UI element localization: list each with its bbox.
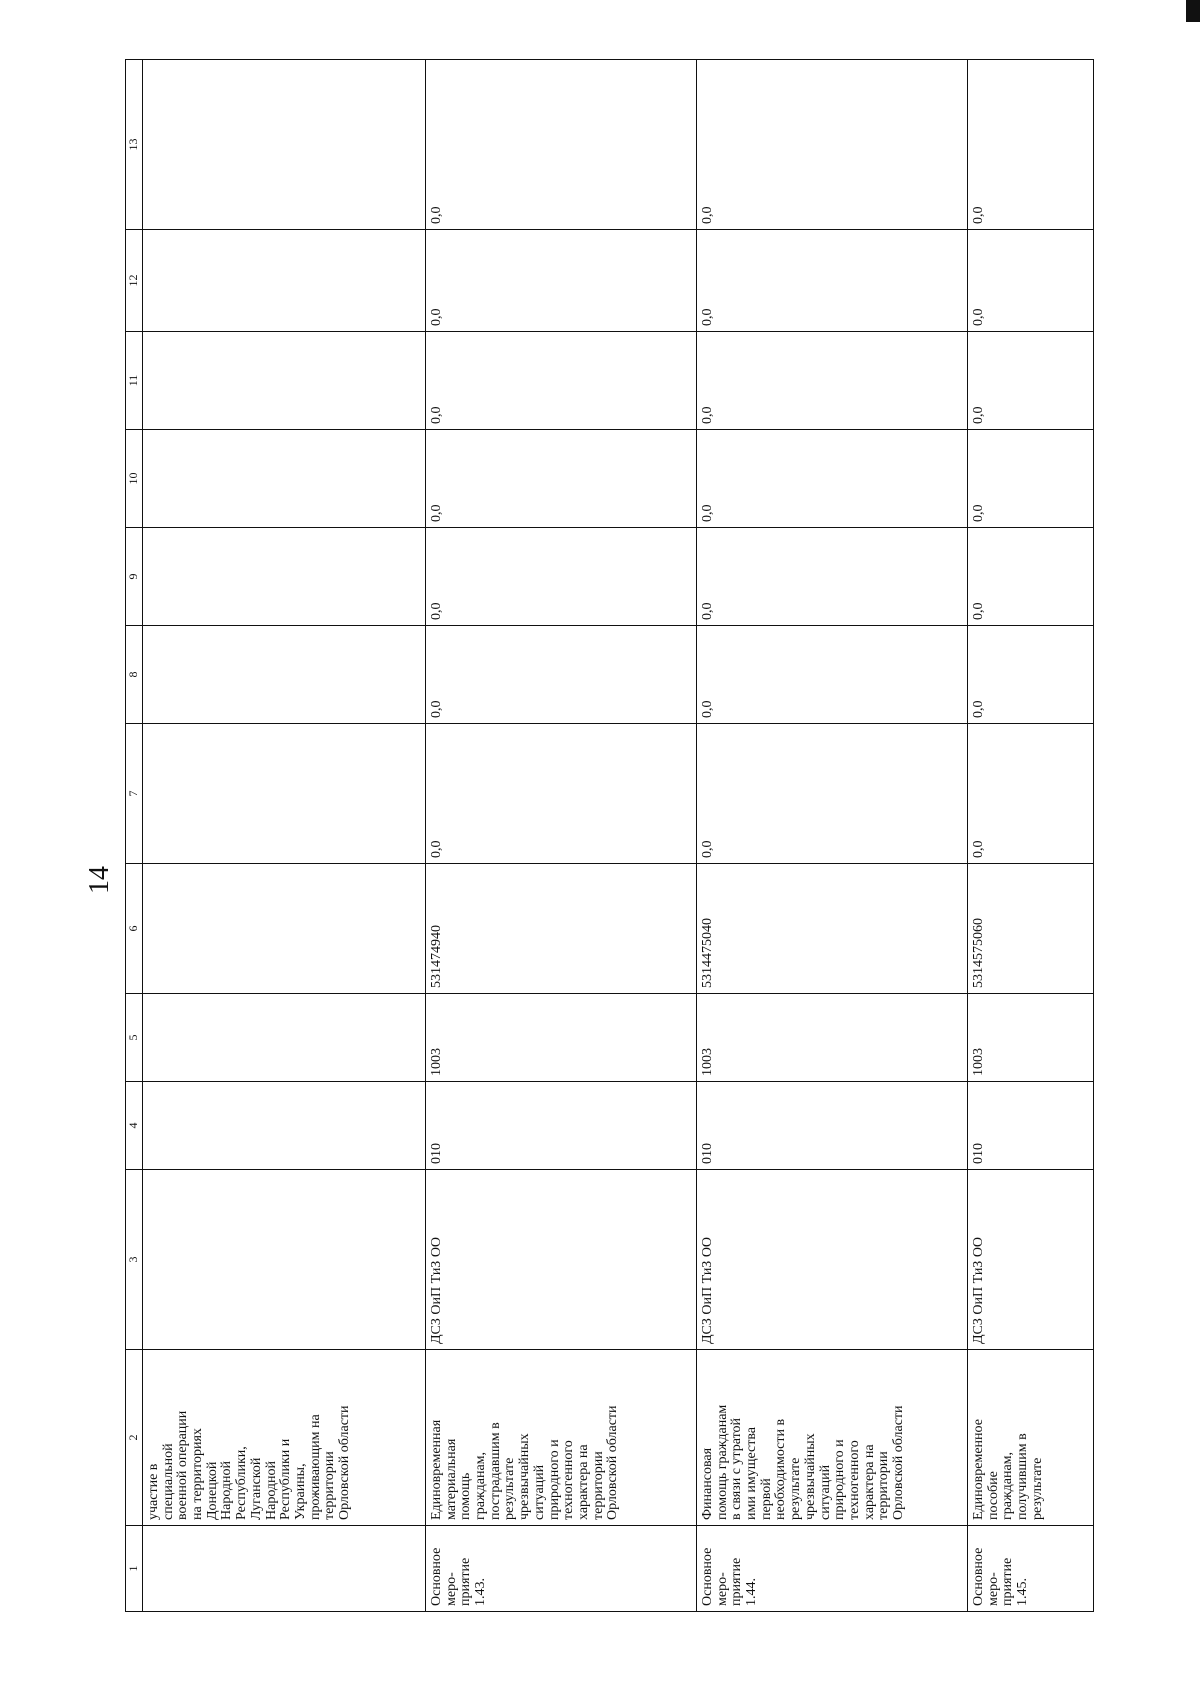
table-cell: 0,0	[697, 430, 968, 528]
table-cell: 0,0	[697, 528, 968, 626]
column-header: 7	[126, 724, 143, 864]
table-cell: 0,0	[968, 626, 1094, 724]
table-cell	[143, 864, 426, 994]
column-header: 9	[126, 528, 143, 626]
table-cell: 0,0	[697, 60, 968, 230]
budget-table	[125, 59, 1094, 1612]
column-header: 2	[126, 1350, 143, 1526]
table-cell: ДСЗ ОиП ТиЗ ОО	[968, 1170, 1094, 1350]
table-cell	[143, 994, 426, 1082]
column-header: 11	[126, 332, 143, 430]
table-cell: 010	[968, 1082, 1094, 1170]
table-cell	[143, 724, 426, 864]
table-cell	[143, 430, 426, 528]
table-cell: 0,0	[968, 230, 1094, 332]
table-cell: 0,0	[697, 230, 968, 332]
table-cell: 0,0	[697, 724, 968, 864]
table-cell: 0,0	[426, 332, 697, 430]
table-cell: 5314475040	[697, 864, 968, 994]
column-header: 10	[126, 430, 143, 528]
rotated-table-container	[125, 60, 1085, 1612]
table-row	[697, 60, 968, 1612]
table-cell: ДСЗ ОиП ТиЗ ОО	[426, 1170, 697, 1350]
table-cell: 0,0	[426, 230, 697, 332]
table-cell	[143, 60, 426, 230]
table-cell	[143, 626, 426, 724]
table-cell: 1003	[968, 994, 1094, 1082]
table-cell: Основное меро- приятие 1.44.	[697, 1526, 968, 1612]
column-header: 12	[126, 230, 143, 332]
table-cell: ДСЗ ОиП ТиЗ ОО	[697, 1170, 968, 1350]
column-header: 5	[126, 994, 143, 1082]
table-cell: 0,0	[968, 528, 1094, 626]
table-cell: 0,0	[426, 60, 697, 230]
page-number: 14	[84, 866, 115, 894]
table-cell: 0,0	[968, 724, 1094, 864]
table-cell: 1003	[426, 994, 697, 1082]
table-row	[426, 60, 697, 1612]
table-cell: 010	[426, 1082, 697, 1170]
table-cell	[143, 528, 426, 626]
table-row	[968, 60, 1094, 1612]
column-header: 4	[126, 1082, 143, 1170]
column-header: 3	[126, 1170, 143, 1350]
table-cell	[143, 230, 426, 332]
table-cell: 0,0	[968, 430, 1094, 528]
table-cell	[143, 1170, 426, 1350]
scan-edge-mark	[1186, 0, 1200, 22]
table-cell	[143, 332, 426, 430]
table-cell: 0,0	[697, 626, 968, 724]
column-header: 6	[126, 864, 143, 994]
table-cell: 1003	[697, 994, 968, 1082]
table-cell: 531474940	[426, 864, 697, 994]
table-cell: Единовременное пособие гражданам, получившим в результате	[968, 1350, 1094, 1526]
column-header: 1	[126, 1526, 143, 1612]
table-cell: 0,0	[968, 60, 1094, 230]
column-header: 13	[126, 60, 143, 230]
table-cell: 0,0	[426, 430, 697, 528]
table-cell: Основное меро- приятие 1.43.	[426, 1526, 697, 1612]
table-cell: 5314575060	[968, 864, 1094, 994]
table-cell	[143, 1082, 426, 1170]
table-cell: 0,0	[697, 332, 968, 430]
column-header: 8	[126, 626, 143, 724]
table-cell: 0,0	[426, 626, 697, 724]
header-row	[126, 60, 143, 1612]
table-cell: 0,0	[968, 332, 1094, 430]
table-row	[143, 60, 426, 1612]
table-cell: Основное меро- приятие 1.45.	[968, 1526, 1094, 1612]
table-cell: 0,0	[426, 528, 697, 626]
table-cell	[143, 1526, 426, 1612]
table-cell: Финансовая помощь гражданам в связи с утратой ими имущества первой необходимости в результате чрезвычайных ситуаций природного и техногенного характера на территории Орловской области	[697, 1350, 968, 1526]
table-cell: участие в специальной военной операции на территориях Донецкой Народной Республики, Луганской Народной Республики и Украины, проживающим на территории Орловской области	[143, 1350, 426, 1526]
table-cell: 0,0	[426, 724, 697, 864]
table-cell: 010	[697, 1082, 968, 1170]
table-cell: Единовременная материальная помощь гражданам, пострадавшим в результате чрезвычайных ситуаций природного и техногенного характера на территории Орловской области	[426, 1350, 697, 1526]
